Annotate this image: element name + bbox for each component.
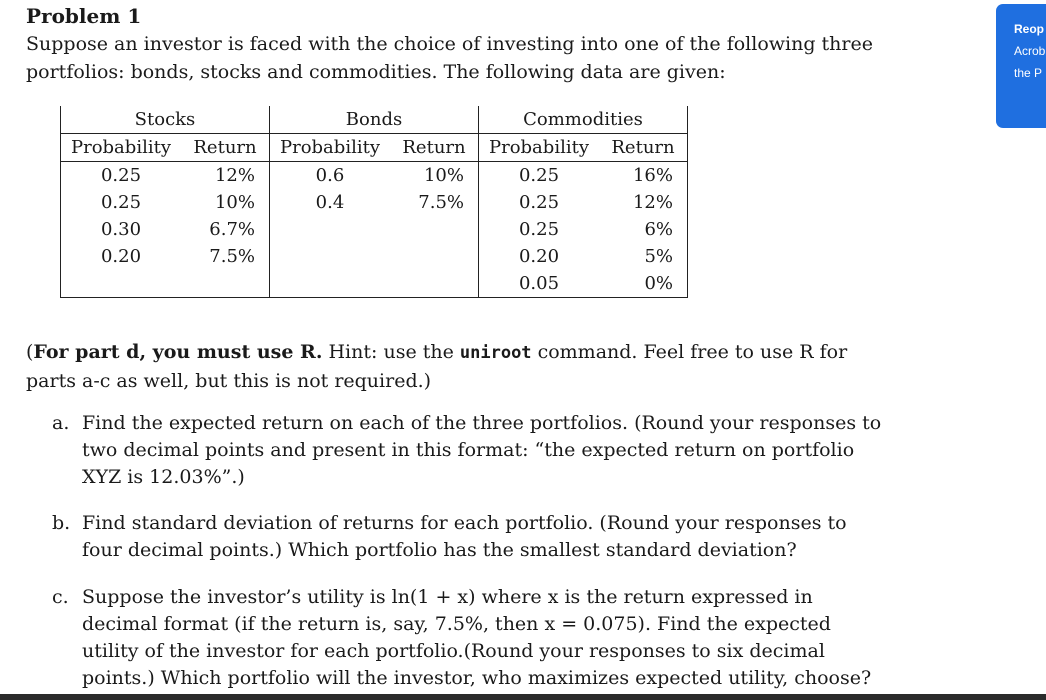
portfolio-data-table (60, 106, 688, 298)
question-c-label: c. (52, 586, 69, 608)
cell: 7.5% (418, 192, 464, 213)
cell (390, 216, 479, 243)
cell (181, 270, 270, 298)
cell (390, 270, 479, 298)
cell (390, 243, 479, 270)
cell: 0.25 (61, 189, 182, 216)
note-bold-text: For part d, you must use R. (33, 341, 323, 363)
cell (270, 270, 391, 298)
cell: 0.20 (479, 243, 600, 270)
question-b-label: b. (52, 512, 71, 534)
problem-heading: Problem 1 (26, 4, 142, 28)
cell: 12% (599, 189, 688, 216)
stocks-probability-header: Probability (61, 134, 182, 162)
note-hint-pre: Hint: use the (322, 341, 460, 363)
cell: 0.6 (270, 162, 391, 190)
the-p-label: the P (1014, 66, 1043, 80)
header-bonds: Bonds (270, 106, 479, 134)
cell: 0.20 (61, 243, 182, 270)
question-c-text: Suppose the investor’s utility is ln(1 + x) where x is the return expressed in decimal format (if the return is, say, 7.5%, then x = 0.075). Find the expected utility of the investor for each portfolio.(Round your responses to six decimal points.) Which portfolio will the investor, who maximizes expected utility, choose? (82, 586, 872, 689)
cell: 10% (423, 165, 464, 186)
note-open-paren: ( (26, 341, 34, 363)
cell: 7.5% (209, 246, 255, 267)
cell: 16% (599, 162, 688, 190)
table-row (61, 189, 688, 216)
r-instruction-note (26, 338, 886, 395)
cell: 5% (599, 243, 688, 270)
question-b-text: Find standard deviation of returns for each portfolio. (Round your responses to four decimal points.) Which portfolio has the smallest standard deviation? (82, 512, 847, 561)
cell: 0.25 (479, 189, 600, 216)
reopen-in-acrobat-button[interactable] (996, 4, 1046, 128)
cell: 0.30 (61, 216, 182, 243)
problem-intro: Suppose an investor is faced with the choice of investing into one of the following three portfolios: bonds, stocks and commodities. The following data are given: (26, 33, 873, 83)
cell: 6.7% (209, 219, 255, 240)
commodities-probability-header: Probability (479, 134, 600, 162)
header-stocks: Stocks (61, 106, 270, 134)
uniroot-command: uniroot (459, 343, 532, 363)
note-hint-post: command. Feel free to use R for parts a-c as well, but this is not required.) (26, 341, 848, 392)
table-row (61, 216, 688, 243)
reopen-label: Reop (1014, 22, 1044, 36)
cell: 0.25 (61, 162, 182, 190)
question-a (52, 410, 886, 491)
cell: 0.4 (270, 189, 391, 216)
question-a-label: a. (52, 412, 70, 434)
cell: 10% (214, 192, 255, 213)
question-b (52, 510, 886, 564)
cell: 0.05 (479, 270, 600, 298)
table-row (61, 243, 688, 270)
cell: 0% (599, 270, 688, 298)
commodities-return-header: Return (599, 134, 688, 162)
stocks-return-header: Return (181, 134, 270, 162)
bonds-return-header: Return (390, 134, 479, 162)
question-c (52, 584, 886, 692)
cell (270, 216, 391, 243)
header-commodities: Commodities (479, 106, 688, 134)
cell (270, 243, 391, 270)
question-a-text: Find the expected return on each of the three portfolios. (Round your responses to two decimal points and present in this format: “the expected return on portfolio XYZ is 12.03%”.) (82, 412, 882, 488)
cell (61, 270, 182, 298)
cell: 0.25 (479, 216, 600, 243)
cell: 0.25 (479, 162, 600, 190)
cell: 6% (599, 216, 688, 243)
table-row (61, 270, 688, 298)
table-row (61, 162, 688, 190)
acrobat-label: Acrob (1014, 44, 1046, 58)
bottom-divider-bar (0, 694, 1046, 700)
cell: 12% (214, 165, 255, 186)
bonds-probability-header: Probability (270, 134, 391, 162)
